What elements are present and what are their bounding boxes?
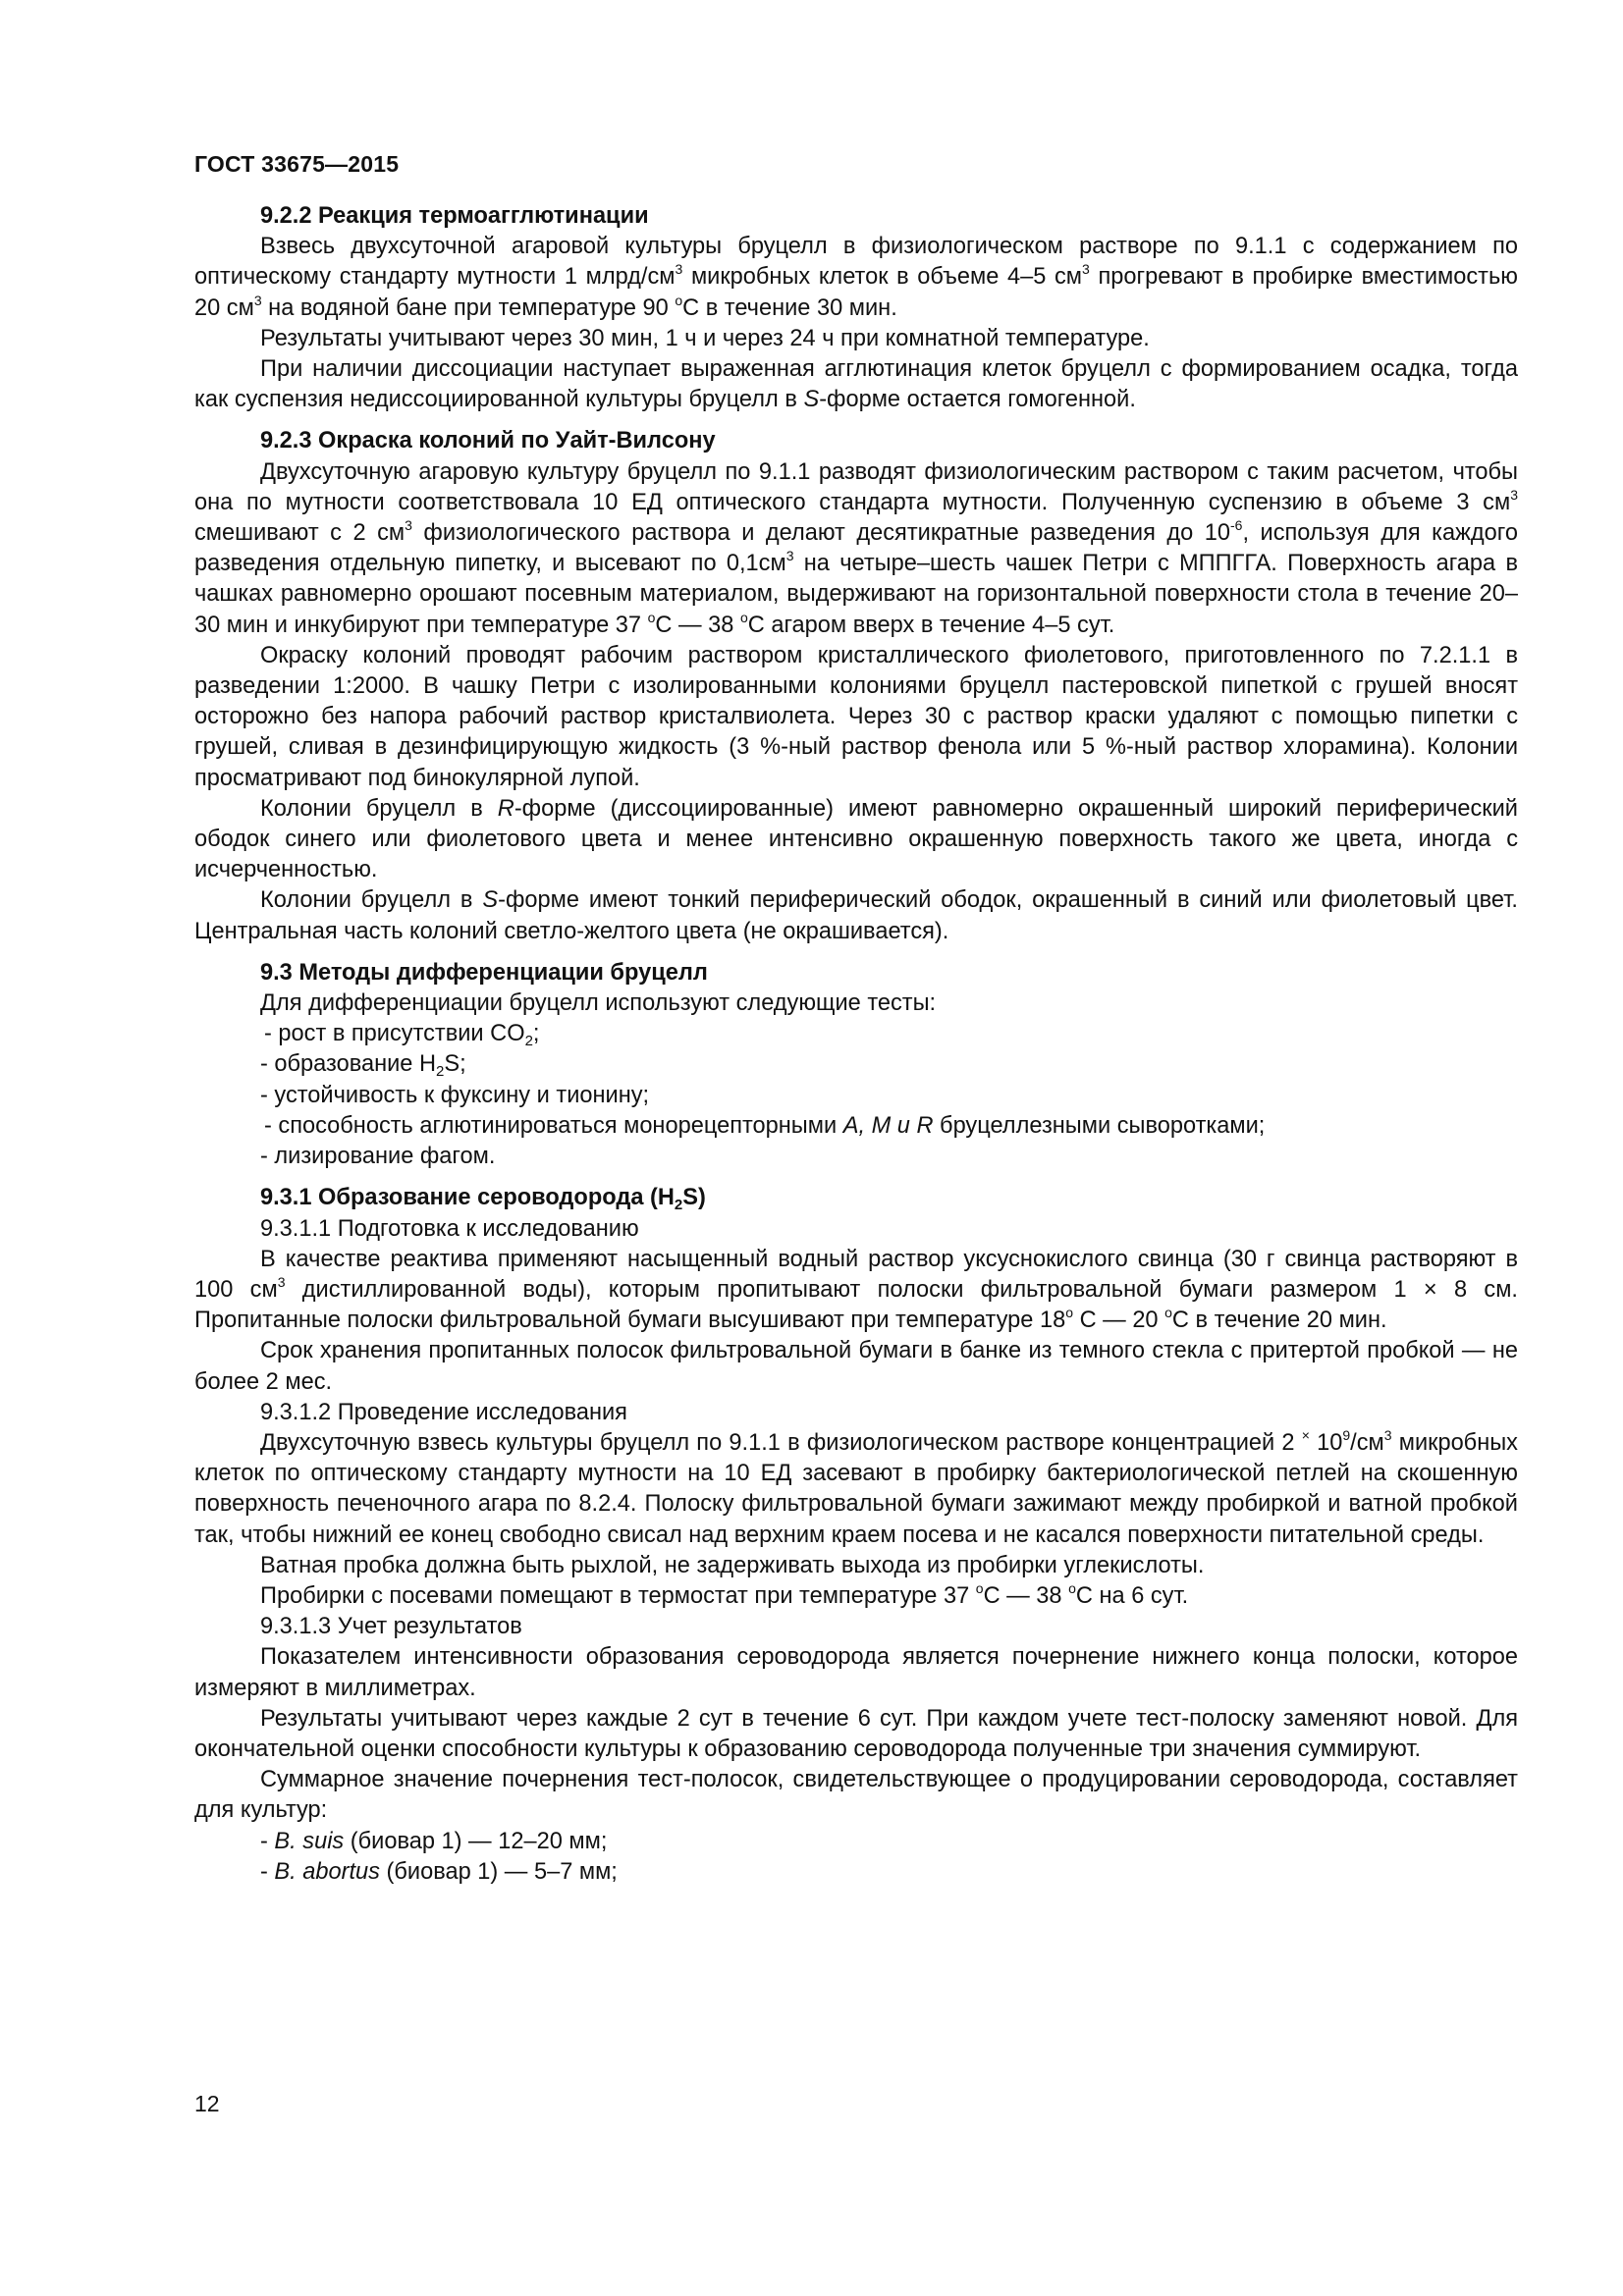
section-heading-9-2-2: 9.2.2 Реакция термоагглютинации [260,203,649,229]
paragraph: Колонии бруцелл в S-форме имеют тонкий периферический ободок, окрашенный в синий или фиолетовый цвет. Центральная часть колоний светло-желтого цвета (не окрашивается). [194,887,1518,944]
page-content [194,201,1518,1888]
paragraph: Пробирки с посевами помещают в термостат при температуре 37 $^о$С — 38 $^о$С на 6 сут. [260,1579,1189,1609]
paragraph: Двухсуточную агаровую культуру бруцелл по 9.1.1 разводят физиологическим раствором с таким расчетом, чтобы она по мутности соответствовала 10 ЕД оптического стандарта мутности. Полученную суспензию в объеме 3 $см^3$ смешивают с 2 $см^3$ физиологического раствора и делают десятикратные разведения до $10^{-6}$, используя для каждого разведения отдельную пипетку, и высевают по $0,1см^3$ на четыре–шесть чашек Петри с МППГГА. Поверхность агара в чашках равномерно орошают посевным материалом, выдерживают на горизонтальной поверхности стола в течение 20–30 мин и инкубируют при температуре 37 $^о$С — 38 $^о$С агаром вверх в течение 4–5 сут. [194,458,1518,638]
paragraph: При наличии диссоциации наступает выраженная агглютинация клеток бруцелл с формированием осадка, тогда как суспензия недиссоциированной культуры бруцелл в S-форме остается гомогенной. [194,356,1518,413]
paragraph: Срок хранения пропитанных полосок фильтровальной бумаги в банке из темного стекла с притертой пробкой — не более 2 мес. [194,1338,1518,1395]
list-item: - B. abortus (биовар 1) — 5–7 мм; [260,1858,618,1885]
paragraph: Ватная пробка должна быть рыхлой, не задерживать выхода из пробирки углекислоты. [260,1552,1205,1578]
paragraph: Показателем интенсивности образования сероводорода является почернение нижнего конца полоски, которое измеряют в миллиметрах. [194,1644,1518,1701]
paragraph: Двухсуточную взвесь культуры бруцелл по 9.1.1 в физиологическом растворе концентрацией 2 × $10^9/см^3$ микробных клеток по оптическому стандарту мутности на 10 ЕД засевают в пробирку бактериологической петлей на скошенную поверхность печеночного агара по 8.2.4. Полоску фильтровальной бумаги зажимают между пробиркой и ватной пробкой так, чтобы нижний ее конец свободно свисал над верхним краем посева и не касался поверхности питательной среды. [194,1426,1518,1548]
paragraph: Окраску колоний проводят рабочим раствором кристаллического фиолетового, приготовленного по 7.2.1.1 в разведении 1:2000. В чашку Петри с изолированными колониями бруцелл пастеровской пипеткой с грушей вносят осторожно без напора рабочий раствор кристалвиолета. Через 30 с раствор краски удаляют с помощью пипетки с грушей, сливая в дезинфицирующую жидкость (3 %-ный раствор фенола или 5 %-ный раствор хлорамина). Колонии просматривают под бинокулярной лупой. [194,642,1518,791]
paragraph: Для дифференциации бруцелл используют следующие тесты: [260,990,937,1017]
list-item: - рост в присутствии $CO_2$; [264,1021,540,1050]
page-number: 12 [194,2091,220,2116]
subsection-heading: 9.3.1.2 Проведение исследования [260,1399,627,1425]
paragraph: Суммарное значение почернения тест-полосок, свидетельствующее о продуцировании сероводорода, составляет для культур: [194,1767,1518,1824]
list-item: - устойчивость к фуксину и тионину; [260,1082,650,1108]
subsection-heading: 9.3.1.1 Подготовка к исследованию [260,1215,639,1242]
paragraph: Результаты учитывают через каждые 2 сут в течение 6 сут. При каждом учете тест-полоску заменяют новой. Для окончательной оценки способности культуры к образованию сероводорода полученные три значения суммируют. [194,1705,1518,1762]
list-item: - образование $H_2S$; [260,1051,466,1081]
section-heading-9-2-3: 9.2.3 Окраска колоний по Уайт-Вилсону [260,428,716,454]
subsection-heading: 9.3.1.3 Учет результатов [260,1614,522,1640]
list-item: - способность аглютинироваться монорецепторными A, M и R бруцеллезными сыворотками; [264,1112,1266,1139]
list-item: - лизирование фагом. [260,1144,496,1170]
paragraph: Колонии бруцелл в R-форме (диссоциированные) имеют равномерно окрашенный широкий периферический ободок синего или фиолетового цвета и менее интенсивно окрашенную поверхность такого же цвета, иногда с исчерченностью. [194,795,1518,883]
paragraph: Взвесь двухсуточной агаровой культуры бруцелл в физиологическом растворе по 9.1.1 с содержанием по оптическому стандарту мутности 1 млрд/$см^3$ микробных клеток в объеме 4–5 $см^3$ прогревают в пробирке вместимостью 20 $см^3$ на водяной бане при температуре 90 $^о$С в течение 30 мин. [194,234,1518,321]
standard-header: ГОСТ 33675—2015 [194,151,400,177]
section-heading-9-3-1: 9.3.1 Образование сероводорода $(H_2S)$ [260,1185,706,1214]
paragraph: Результаты учитывают через 30 мин, 1 ч и через 24 ч при комнатной температуре. [260,325,1150,351]
paragraph: В качестве реактива применяют насыщенный водный раствор уксуснокислого свинца (30 г свинца растворяют в 100 $см^3$ дистиллированной воды), которым пропитывают полоски фильтровальной бумаги размером 1 × 8 см. Пропитанные полоски фильтровальной бумаги высушивают при температуре $18^о$ С — 20 $^о$С в течение 20 мин. [194,1246,1518,1334]
section-heading-9-3: 9.3 Методы дифференциации бруцелл [260,959,708,986]
list-item: - B. suis (биовар 1) — 12–20 мм; [260,1828,608,1854]
